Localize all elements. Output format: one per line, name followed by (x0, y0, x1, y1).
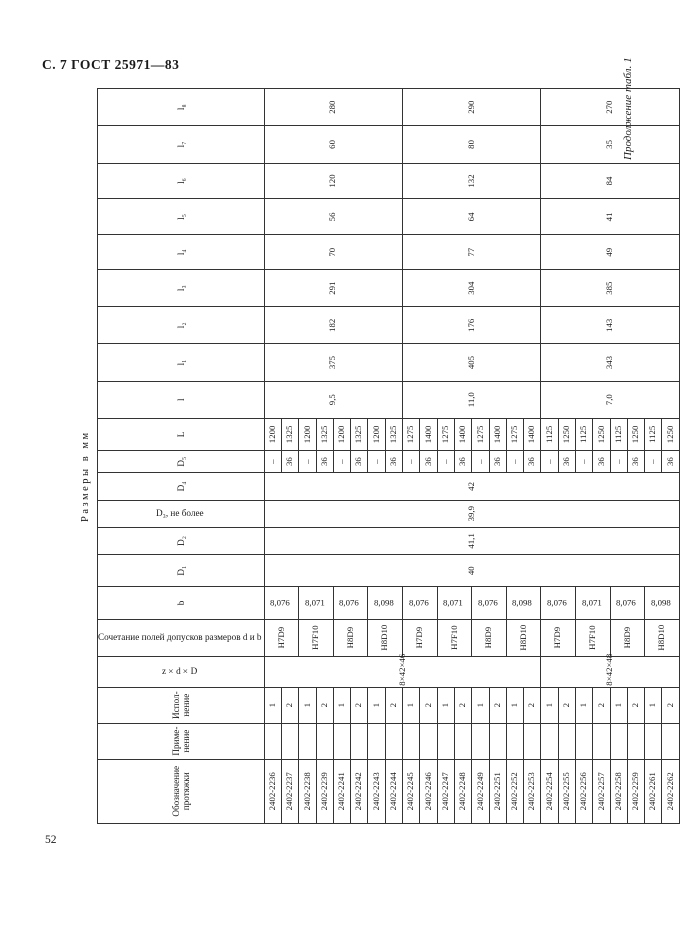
note-cell (662, 723, 679, 759)
variant-cell: 2 (454, 687, 471, 723)
d5-cell: 36 (281, 451, 298, 473)
d5-cell: 36 (524, 451, 541, 473)
header-l4: l₄ (98, 235, 265, 270)
length-cell: 1400 (454, 418, 471, 450)
d5-cell: 36 (420, 451, 437, 473)
variant-cell: 2 (558, 687, 575, 723)
dimensions-table (97, 88, 680, 824)
variant-cell: 2 (662, 687, 679, 723)
l7-cell: 60 (264, 126, 402, 163)
b-cell (299, 587, 334, 619)
variant-cell: 1 (299, 687, 316, 723)
variant-cell: 1 (645, 687, 662, 723)
header-l1: l₁ (98, 344, 265, 381)
l-cell: 7,0 (541, 381, 679, 418)
variant-cell: 1 (368, 687, 385, 723)
l1-cell: 343 (541, 344, 679, 381)
note-cell (333, 723, 350, 759)
l6-cell: 132 (403, 163, 541, 199)
designation-cell: 2402-2241 (333, 759, 350, 823)
l8-cell: 280 (264, 89, 402, 126)
note-cell (489, 723, 506, 759)
l1-cell: 405 (403, 344, 541, 381)
b-cell-text: 8,076 (546, 597, 567, 608)
note-cell (472, 723, 489, 759)
page-number: 52 (45, 834, 57, 846)
d5-cell: – (368, 451, 385, 473)
page-header: С. 7 ГОСТ 25971—83 (42, 57, 180, 72)
length-cell: 1325 (281, 418, 298, 450)
size-cell: 8×42×46 (264, 656, 541, 687)
header-d3 (98, 500, 265, 527)
table-body (264, 89, 679, 824)
b-cell-text: 8,076 (339, 597, 360, 608)
b-cell-text: 8,071 (443, 597, 463, 608)
length-cell: 1125 (541, 418, 558, 450)
l5-cell: 41 (541, 199, 679, 235)
b-cell (645, 587, 680, 619)
header-designation: Обозначение протяжки (98, 759, 265, 823)
header-l8: l₈ (98, 89, 265, 126)
table-row (541, 89, 558, 824)
b-cell-text: 8,076 (477, 597, 498, 608)
b-cell-text: 8,071 (304, 597, 325, 608)
length-cell: 1250 (627, 418, 644, 450)
length-cell: 1275 (472, 418, 489, 450)
d5-cell: 36 (489, 451, 506, 473)
header-b: b (98, 587, 265, 619)
variant-cell: 2 (281, 687, 298, 723)
l3-cell: 304 (403, 270, 541, 307)
l-cell: 9,5 (264, 381, 402, 418)
designation-cell: 2402-2239 (316, 759, 333, 823)
length-cell: 1275 (403, 418, 420, 450)
header-size-text: z×d×D (162, 666, 198, 677)
header-size (98, 656, 265, 687)
d1-cell: 40 (264, 555, 679, 587)
d4-cell: 42 (264, 473, 679, 500)
fit-cell: H7D9 (264, 619, 299, 656)
b-cell (368, 587, 403, 619)
header-fit-text: Сочетание полей допусков размеров d и b (98, 632, 262, 643)
b-cell (541, 587, 576, 619)
d5-cell: 36 (558, 451, 575, 473)
header-l3: l₃ (98, 270, 265, 307)
fit-cell: H7D9 (403, 619, 438, 656)
b-cell-text: 8,098 (512, 597, 533, 608)
header-d5: D₅ (98, 451, 265, 473)
variant-cell: 1 (575, 687, 592, 723)
fit-cell: H7F10 (575, 619, 610, 656)
fit-cell: H7F10 (299, 619, 334, 656)
header-l5: l₅ (98, 199, 265, 235)
d5-cell: – (575, 451, 592, 473)
variant-cell: 2 (385, 687, 402, 723)
designation-cell: 2402-2248 (454, 759, 471, 823)
b-cell (610, 587, 645, 619)
note-cell (299, 723, 316, 759)
l5-cell: 56 (264, 199, 402, 235)
l1-cell: 375 (264, 344, 402, 381)
l6-cell: 84 (541, 163, 679, 199)
designation-cell: 2402-2252 (506, 759, 523, 823)
note-cell (316, 723, 333, 759)
l2-cell: 143 (541, 307, 679, 344)
designation-cell: 2402-2256 (575, 759, 592, 823)
note-cell (281, 723, 298, 759)
designation-cell: 2402-2257 (593, 759, 610, 823)
designation-cell: 2402-2243 (368, 759, 385, 823)
designation-cell: 2402-2245 (403, 759, 420, 823)
d5-cell: 36 (662, 451, 679, 473)
d5-cell: – (472, 451, 489, 473)
fit-cell: H8D10 (506, 619, 541, 656)
fit-cell: H8D10 (368, 619, 403, 656)
variant-cell: 1 (610, 687, 627, 723)
designation-cell: 2402-2251 (489, 759, 506, 823)
designation-cell: 2402-2259 (627, 759, 644, 823)
length-cell: 1400 (420, 418, 437, 450)
l4-cell: 70 (264, 235, 402, 270)
designation-cell: 2402-2261 (645, 759, 662, 823)
d5-cell: – (299, 451, 316, 473)
header-d1: D₁ (98, 555, 265, 587)
length-cell: 1325 (385, 418, 402, 450)
note-cell (264, 723, 281, 759)
designation-cell: 2402-2237 (281, 759, 298, 823)
d5-cell: 36 (351, 451, 368, 473)
l-cell: 11,0 (403, 381, 541, 418)
length-cell: 1400 (489, 418, 506, 450)
variant-cell: 1 (264, 687, 281, 723)
d5-cell: 36 (627, 451, 644, 473)
note-cell (403, 723, 420, 759)
note-cell (627, 723, 644, 759)
b-cell (575, 587, 610, 619)
variant-cell: 1 (541, 687, 558, 723)
variant-cell: 2 (351, 687, 368, 723)
l5-cell: 64 (403, 199, 541, 235)
d5-cell: 36 (316, 451, 333, 473)
l6-cell: 120 (264, 163, 402, 199)
note-cell (541, 723, 558, 759)
designation-cell: 2402-2254 (541, 759, 558, 823)
l8-cell: 270 (541, 89, 679, 126)
l7-cell: 35 (541, 126, 679, 163)
d3-cell: 39,9 (264, 500, 679, 527)
d5-cell: – (645, 451, 662, 473)
l3-cell: 291 (264, 270, 402, 307)
b-cell-text: 8,076 (270, 597, 290, 608)
designation-cell: 2402-2255 (558, 759, 575, 823)
l8-cell: 290 (403, 89, 541, 126)
length-cell: 1250 (558, 418, 575, 450)
d5-cell: – (333, 451, 350, 473)
variant-cell: 2 (420, 687, 437, 723)
variant-cell: 2 (524, 687, 541, 723)
note-cell (558, 723, 575, 759)
d5-cell: – (506, 451, 523, 473)
note-cell (524, 723, 541, 759)
b-cell (472, 587, 507, 619)
note-cell (575, 723, 592, 759)
note-cell (610, 723, 627, 759)
length-cell: 1250 (593, 418, 610, 450)
d5-cell: – (541, 451, 558, 473)
note-cell (506, 723, 523, 759)
b-cell (437, 587, 472, 619)
variant-cell: 1 (403, 687, 420, 723)
header-d4: D₄ (98, 473, 265, 500)
note-cell (593, 723, 610, 759)
fit-cell: H8D9 (333, 619, 368, 656)
designation-cell: 2402-2247 (437, 759, 454, 823)
d5-cell: – (403, 451, 420, 473)
note-cell (420, 723, 437, 759)
l3-cell: 385 (541, 270, 679, 307)
length-cell: 1200 (299, 418, 316, 450)
variant-cell: 1 (472, 687, 489, 723)
designation-cell: 2402-2249 (472, 759, 489, 823)
header-l7: l₇ (98, 126, 265, 163)
designation-cell: 2402-2258 (610, 759, 627, 823)
length-cell: 1200 (264, 418, 281, 450)
length-cell: 1325 (316, 418, 333, 450)
b-cell (333, 587, 368, 619)
length-cell: 1275 (506, 418, 523, 450)
note-cell (368, 723, 385, 759)
l4-cell: 77 (403, 235, 541, 270)
variant-cell: 1 (506, 687, 523, 723)
b-cell-text: 8,076 (616, 597, 636, 608)
length-cell: 1400 (524, 418, 541, 450)
header-l2: l₂ (98, 307, 265, 344)
l2-cell: 176 (403, 307, 541, 344)
designation-cell: 2402-2236 (264, 759, 281, 823)
length-cell: 1325 (351, 418, 368, 450)
designation-cell: 2402-2244 (385, 759, 402, 823)
b-cell-text: 8,098 (373, 597, 394, 608)
length-cell: 1125 (645, 418, 662, 450)
fit-cell: H7D9 (541, 619, 576, 656)
variant-cell: 1 (333, 687, 350, 723)
header-d3-text: D₃, не более (155, 508, 204, 519)
header-d2: D₂ (98, 527, 265, 554)
b-cell-text: 8,071 (581, 597, 602, 608)
header-note: Применение (98, 723, 265, 759)
length-cell: 1200 (333, 418, 350, 450)
fit-cell: H8D10 (645, 619, 680, 656)
d5-cell: 36 (593, 451, 610, 473)
b-cell (264, 587, 299, 619)
header-variant: Исполнение (98, 687, 265, 723)
designation-cell: 2402-2246 (420, 759, 437, 823)
d2-cell: 41,1 (264, 527, 679, 554)
variant-cell: 1 (437, 687, 454, 723)
fit-cell: H8D9 (472, 619, 507, 656)
table-row (264, 89, 281, 824)
d5-cell: – (437, 451, 454, 473)
length-cell: 1200 (368, 418, 385, 450)
l2-cell: 182 (264, 307, 402, 344)
length-cell: 1125 (610, 418, 627, 450)
b-cell (403, 587, 438, 619)
b-cell (506, 587, 541, 619)
designation-cell: 2402-2262 (662, 759, 679, 823)
d5-cell: 36 (454, 451, 471, 473)
fit-cell: H7F10 (437, 619, 472, 656)
length-cell: 1125 (575, 418, 592, 450)
variant-cell: 2 (593, 687, 610, 723)
header-l-length: L (98, 418, 265, 450)
b-cell-text: 8,098 (650, 597, 671, 608)
note-cell (437, 723, 454, 759)
b-cell-text: 8,076 (408, 597, 429, 608)
d5-cell: – (264, 451, 281, 473)
length-cell: 1250 (662, 418, 679, 450)
l7-cell: 80 (403, 126, 541, 163)
header-l6: l₆ (98, 163, 265, 199)
note-cell (645, 723, 662, 759)
length-cell: 1275 (437, 418, 454, 450)
table-caption: Продолжение табл. 1 (622, 57, 634, 160)
note-cell (454, 723, 471, 759)
designation-cell: 2402-2242 (351, 759, 368, 823)
fit-cell: H8D9 (610, 619, 645, 656)
note-cell (351, 723, 368, 759)
d5-cell: 36 (385, 451, 402, 473)
designation-cell: 2402-2238 (299, 759, 316, 823)
size-cell: 8×42×48 (541, 656, 679, 687)
header-fit (98, 619, 265, 656)
units-label: Размеры в мм (80, 430, 91, 522)
designation-cell: 2402-2253 (524, 759, 541, 823)
variant-cell: 2 (316, 687, 333, 723)
d5-cell: – (610, 451, 627, 473)
l4-cell: 49 (541, 235, 679, 270)
table-row (403, 89, 420, 824)
header-l: l (98, 381, 265, 418)
note-cell (385, 723, 402, 759)
variant-cell: 2 (489, 687, 506, 723)
variant-cell: 2 (627, 687, 644, 723)
